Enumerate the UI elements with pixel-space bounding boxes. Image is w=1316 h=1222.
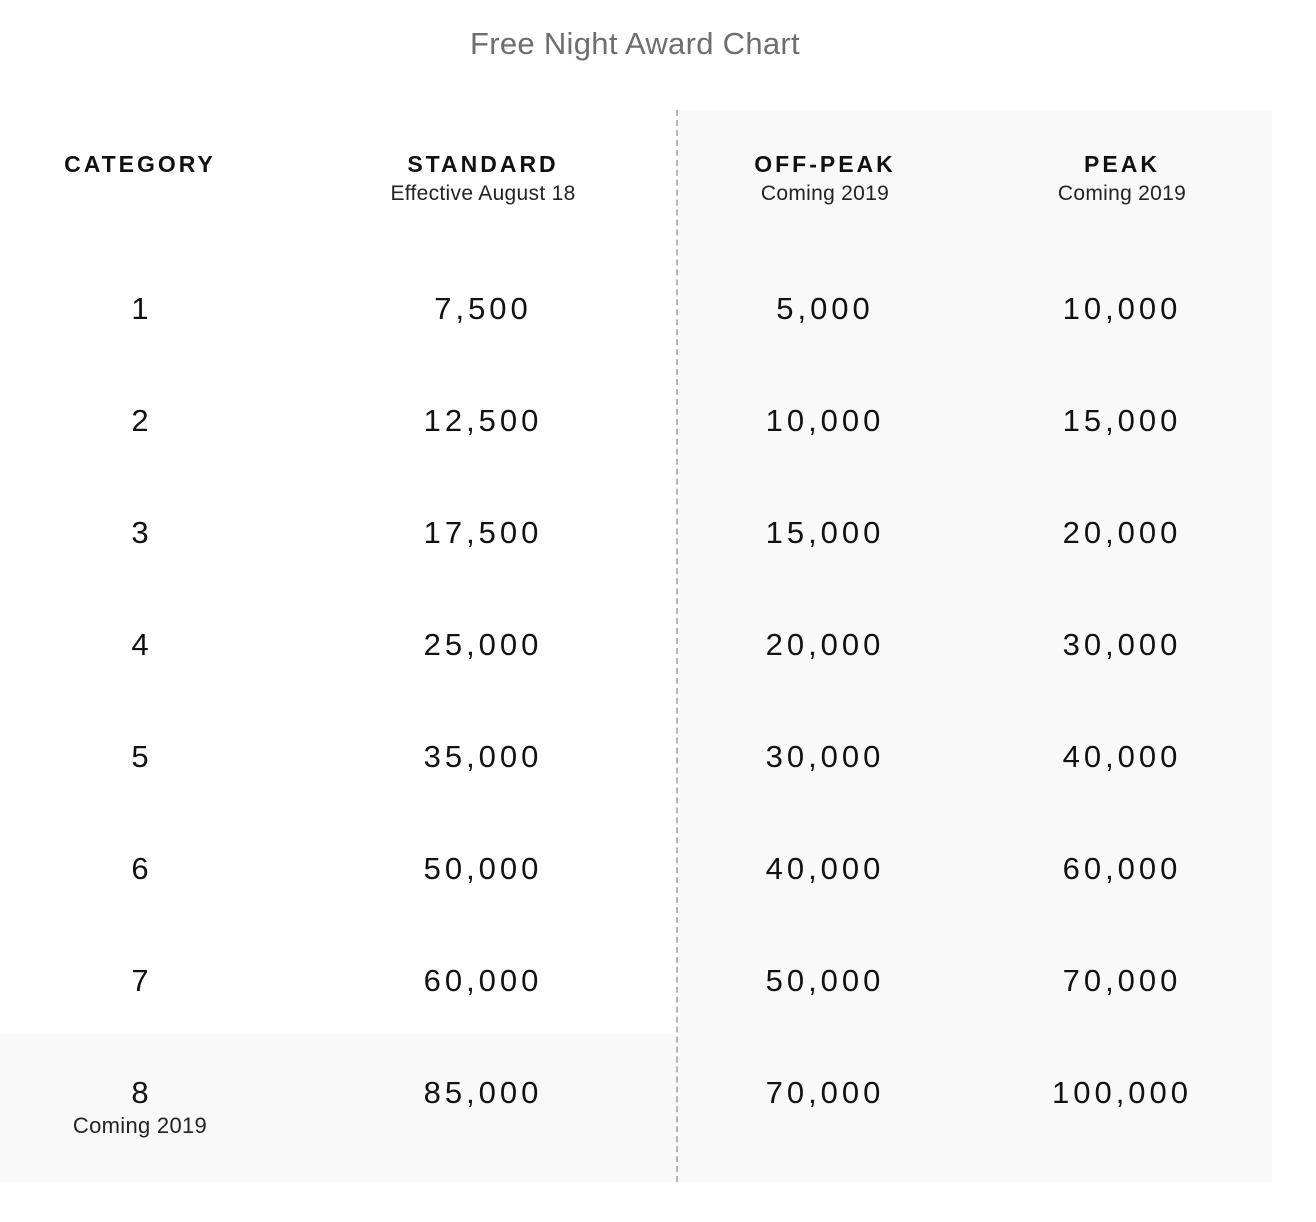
- off-peak-points-cell: 70,000: [765, 1075, 885, 1110]
- category-cell: 7: [131, 963, 149, 998]
- standard-points-cell: 17,500: [423, 515, 543, 550]
- column-header-category: CATEGORY: [64, 151, 216, 177]
- category-cell: 1: [131, 291, 149, 326]
- category-cell: 5: [131, 739, 149, 774]
- category-8-shaded-row: [0, 1034, 678, 1182]
- off-peak-points-cell: 5,000: [776, 291, 874, 326]
- standard-points-cell: 60,000: [423, 963, 543, 998]
- standard-points-cell: 7,500: [434, 291, 532, 326]
- column-subheader-standard: Effective August 18: [390, 182, 576, 205]
- standard-points-cell: 35,000: [423, 739, 543, 774]
- off-peak-points-cell: 10,000: [765, 403, 885, 438]
- category-cell: 6: [131, 851, 149, 886]
- peak-points-cell: 30,000: [1062, 627, 1182, 662]
- category-cell: 4: [131, 627, 149, 662]
- peak-points-cell: 40,000: [1062, 739, 1182, 774]
- column-subheader-off-peak: Coming 2019: [760, 182, 890, 205]
- category-cell: 3: [131, 515, 149, 550]
- column-subheader-peak: Coming 2019: [1057, 182, 1187, 205]
- peak-points-cell: 10,000: [1062, 291, 1182, 326]
- dashed-column-divider: [676, 110, 678, 1182]
- standard-points-cell: 12,500: [423, 403, 543, 438]
- peak-points-cell: 15,000: [1062, 403, 1182, 438]
- column-header-off-peak: OFF-PEAK: [754, 151, 896, 177]
- off-peak-points-cell: 30,000: [765, 739, 885, 774]
- off-peak-points-cell: 20,000: [765, 627, 885, 662]
- category-cell: 2: [131, 403, 149, 438]
- off-peak-points-cell: 15,000: [765, 515, 885, 550]
- column-header-peak: PEAK: [1084, 151, 1160, 177]
- peak-points-cell: 70,000: [1062, 963, 1182, 998]
- column-header-standard: STANDARD: [407, 151, 559, 177]
- standard-points-cell: 85,000: [423, 1075, 543, 1110]
- peak-points-cell: 60,000: [1062, 851, 1182, 886]
- standard-points-cell: 50,000: [423, 851, 543, 886]
- category-note: Coming 2019: [72, 1113, 208, 1138]
- off-peak-points-cell: 40,000: [765, 851, 885, 886]
- standard-points-cell: 25,000: [423, 627, 543, 662]
- off-peak-points-cell: 50,000: [765, 963, 885, 998]
- category-cell: 8: [131, 1075, 149, 1110]
- peak-points-cell: 20,000: [1062, 515, 1182, 550]
- chart-title: Free Night Award Chart: [470, 26, 800, 61]
- peak-points-cell: 100,000: [1051, 1075, 1193, 1110]
